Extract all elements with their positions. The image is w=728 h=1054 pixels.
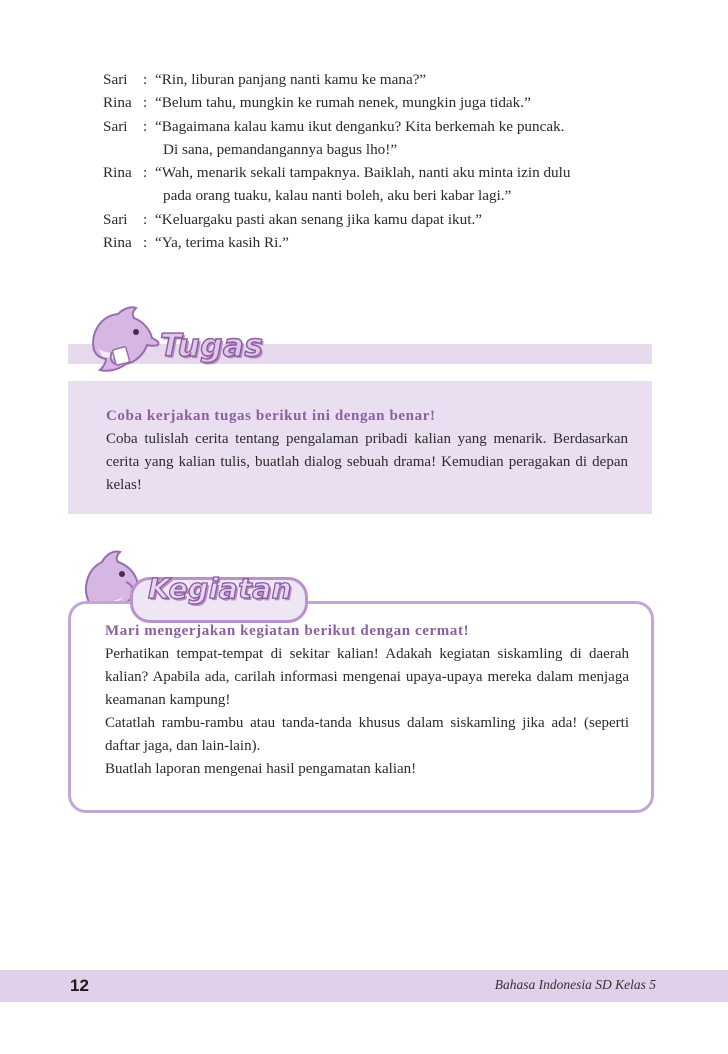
- utterance-text: “Bagaimana kalau kamu ikut denganku? Kita berkemah ke puncak.: [155, 117, 565, 135]
- kegiatan-title: Kegiatan: [148, 572, 292, 605]
- separator: :: [143, 164, 148, 182]
- speaker: Rina: [103, 164, 132, 182]
- page-footer: [0, 970, 728, 1002]
- separator: :: [143, 117, 148, 135]
- speaker: Sari: [103, 117, 128, 135]
- utterance: “Rin, liburan panjang nanti kamu ke mana?”: [155, 71, 427, 88]
- utterance: “Belum tahu, mungkin ke rumah nenek, mungkin juga tidak.”: [155, 94, 531, 112]
- tugas-box: [68, 381, 652, 514]
- utterance: [155, 161, 655, 208]
- dialogue-line: [103, 68, 655, 91]
- utterance-continuation: Di sana, pemandangannya bagus lho!”: [163, 140, 398, 158]
- kegiatan-content: [105, 620, 629, 781]
- book-title: Bahasa Indonesia SD Kelas 5: [494, 977, 656, 992]
- tugas-title: Tugas: [160, 328, 264, 364]
- kegiatan-paragraph: Catatlah rambu-rambu atau tanda-tanda khusus dalam siskamling jika ada! (seperti daftar jaga, dan lain-lain).: [105, 715, 629, 754]
- separator: :: [143, 94, 148, 112]
- utterance: “Keluargaku pasti akan senang jika kamu dapat ikut.”: [155, 210, 482, 228]
- utterance-text: “Wah, menarik sekali tampaknya. Baiklah, nanti aku minta izin dulu: [155, 164, 571, 182]
- speaker: Sari: [103, 71, 128, 88]
- separator: :: [143, 210, 148, 228]
- page-number: 12: [70, 976, 89, 995]
- tugas-instruction: Coba kerjakan tugas berikut ini dengan benar!: [106, 408, 436, 424]
- kegiatan-instruction: Mari mengerjakan kegiatan berikut dengan cermat!: [105, 623, 470, 639]
- tugas-body: Coba tulislah cerita tentang pengalaman pribadi kalian yang menarik. Berdasarkan cerita yang kalian tulis, buatlah dialog sebuah drama! Kemudian peragakan di depan kelas!: [106, 431, 628, 493]
- dolphin-mascot-icon: [84, 304, 162, 374]
- utterance-continuation: pada orang tuaku, kalau nanti boleh, aku beri kabar lagi.”: [163, 187, 512, 205]
- separator: :: [143, 71, 148, 88]
- utterance: “Ya, terima kasih Ri.”: [155, 234, 289, 252]
- dialogue-line: [103, 208, 655, 231]
- separator: :: [143, 234, 148, 252]
- kegiatan-box: [68, 601, 654, 813]
- speaker: Rina: [103, 234, 132, 252]
- tugas-content: [106, 405, 628, 497]
- kegiatan-paragraph: Perhatikan tempat-tempat di sekitar kalian! Adakah kegiatan siskamling di daerah kalian? Apabila ada, carilah informasi mengenai upaya-upaya mereka dalam menjaga keamanan kampung!: [105, 646, 629, 708]
- dialogue-line: [103, 91, 655, 114]
- dialogue-line: [103, 161, 655, 208]
- dialogue-line: [103, 115, 655, 162]
- utterance: [155, 115, 655, 162]
- speaker: Sari: [103, 210, 128, 228]
- dialogue-line: [103, 231, 655, 254]
- kegiatan-paragraph: Buatlah laporan mengenai hasil pengamatan kalian!: [105, 761, 417, 777]
- speaker: Rina: [103, 94, 132, 112]
- dialogue: [103, 68, 655, 254]
